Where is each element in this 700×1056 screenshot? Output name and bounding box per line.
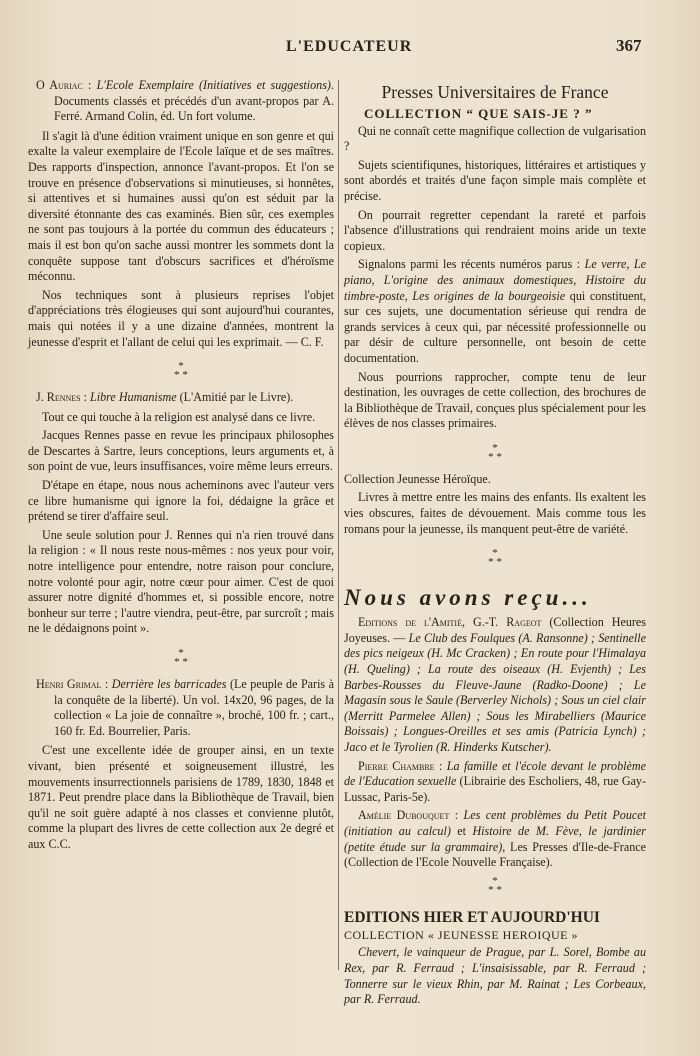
section-separator: * * * [174, 360, 188, 382]
page-number: 367 [616, 36, 642, 55]
review-heading: Henri Grimal : Derrière les barricades (Le peuple de Paris à la conquête de la liberté). Un vol. 14x20, 96 pages, de la collection « La joie de connaître », broché, 100 fr. ; cart., 160 fr. Ed. Bourrelier, Paris. [36, 677, 335, 738]
review-title: Derrière les barricades [111, 677, 227, 691]
article-paragraph: Livres à mettre entre les mains des enfants. Ils exaltent les vies obscures, faites de dévouement. Mais comme tous les romans pour la jeunesse, ils manquent peut-être de variété. [344, 490, 646, 536]
review-paragraph: Tout ce qui touche à la religion est analysé dans ce livre. [42, 409, 316, 424]
review-heading: J. Rennes : Libre Humanisme (L'Amitié par le Livre). [36, 390, 294, 405]
review-paragraph: Il s'agit là d'une édition vraiment unique en son genre et qui exalte la valeur exemplaire de l'Ecole laïque et de ses maîtres. Des rapports d'inspection, annonce l'avant-propos. Et l'on se trouve en présence d'observations si minutieuses, si honnêtes, si attentives et si humaines aussi qu'on est séduit par la diversité étonnante des cas examinés. Bien sûr, ces exemples ne sont pas toujours à la portée du commun des éducateurs ; mais il est bon qu'on sache aussi montrer les sommets dont la conquête suppose tant d'obscurs sacrifices et d'héroïsme méconnu. [28, 128, 334, 284]
article-paragraph: Qui ne connaît cette magnifique collection de vulgarisation ? [344, 123, 646, 154]
section-separator: * * * [488, 874, 502, 896]
review-details: . Documents classés et précédés d'un avant-propos par A. Ferré. Armand Colin, éd. Un fort volume. [54, 78, 334, 124]
publisher-title: Presses Universitaires de France [381, 82, 609, 102]
article-paragraph: Nous pourrions rapprocher, compte tenu de leur destination, les ouvrages de cette collection, des brochures de la Bibliothèque de Travail, conçues plus spécialement pour les élèves de nos classes primaires. [344, 369, 646, 431]
collection-title: COLLECTION « JEUNESSE HEROIQUE » [344, 927, 578, 942]
received-entry: Editions de l'Amitié, G.-T. Rageot (Collection Heures Joyeuses. — Le Club des Foulques (A. Ransonne) ; Sentinelle des pics neigeux (H. Mc Cracken) ; En route pour l'Himalaya (H. Queling) ; La route des oiseaux (H. Evjenth) ; Les Barbes-Rousses du Fleuve-Jaune (Radko-Doone) ; Le Magasin sous le Saule (Berverley Nichols) ; Sous un ciel clair (Merritt Parmelee Allen) ; Sous les Mirabelliers (Maurice Boissais) ; Longues-Oreilles et ses amis (Patricia Lynch) ; Jaco et le Tyrolien (R. Hinderks Kutscher). [344, 615, 646, 754]
review-paragraph: D'étape en étape, nous nous acheminons avec l'auteur vers ce libre humanisme qui ignore la foi, dédaigne la grâce et prétend se tirer d'affaire seul. [28, 478, 334, 524]
review-paragraph: C'est une excellente idée de grouper ainsi, en un texte vivant, bien présenté et soigneusement illustré, les mouvements insurrectionnels parisiens de 1789, 1830, 1848 et 1871. Peut prendre place dans la Bibliothèque de Travail, bien qu'il ne soit guère adapté à nos classes et convienne plutôt, comme la plupart des livres de cette collection aux 2e degré et aux C.C. [28, 743, 334, 851]
received-entry: Amélie Dubouquet : Les cent problèmes du Petit Poucet (initiation au calcul) et Histoire de M. Fève, le jardinier (petite étude sur la grammaire), Les Presses d'Ile-de-France (Collection de l'Ecole Nouvelle Française). [344, 808, 646, 870]
collection-title: COLLECTION “ QUE SAIS-JE ? ” [364, 106, 593, 121]
book-titles: Le verre, Le piano, L'origine des animaux domestiques, Histoire du timbre-poste, Les origines de la bourgeoisie [344, 257, 646, 303]
article-paragraph: Signalons parmi les récents numéros parus : Le verre, Le piano, L'origine des animaux domestiques, Histoire du timbre-poste, Les origines de la bourgeoisie qui constituent, sur ces sujets, une documentation sérieuse qui rendra de grands services à ceux qui, par nécessité professionnelle ou par désir de culture personnelle, ont besoin de cette documentation. [344, 257, 647, 365]
column-divider [338, 80, 339, 970]
article-paragraph: Sujets scientifiqunes, historiques, littéraires et artistiques y sont abordés et traités d'une façon simple mais complète et précise. [344, 157, 646, 203]
article-paragraph: On pourrait regretter cependant la rareté et parfois l'absence d'illustrations qui rendraient moins aride un texte copieux. [344, 207, 646, 253]
left-column [28, 78, 334, 856]
section-separator: * * * [488, 547, 502, 569]
review-details: (Le peuple de Paris à la conquête de la liberté). Un vol. 14x20, 96 pages, de la collection « La joie de connaître », broché, 100 fr. ; cart., 160 fr. Ed. Bourrelier, Paris. [54, 677, 335, 738]
review-paragraph: Une seule solution pour J. Rennes qui n'a rien trouvé dans la religion : « Il nous reste nous-mêmes : nos yeux pour voir, notre intelligence pour entendre, notre raison pour conclure, notre volonté pour agir, notre cœur pour aimer. C'est de quoi assurer notre dignité d'hommes et, si possible encore, notre bonheur sur terre ; l'autre viendra, peut-être, par surcroît ; mais ne le dédaignons point ». [28, 527, 334, 636]
review-paragraph: Nos techniques sont à plusieurs reprises l'objet d'appréciations très élogieuses qui sont aujourd'hui courantes, mais qui notées il y a une dizaine d'années, montrent la jeunesse d'esprit et l'allant de celui qui les exprimait. — C. F. [28, 287, 334, 349]
section-separator: * * * [488, 441, 502, 463]
right-column [344, 82, 646, 1011]
received-entry: Chevert, le vainqueur de Prague, par L. Sorel, Bombe au Rex, par R. Ferraud ; L'insaisissable, par R. Ferraud ; Tonnerre sur le vieux Rhin, par M. Rainat ; Les Corbeaux, par R. Ferraud. [344, 945, 646, 1007]
running-title: L'EDUCATEUR [286, 38, 413, 55]
review-details: (L'Amitié par le Livre). [176, 390, 294, 405]
review-heading: O Auriac : L'Ecole Exemplaire (Initiatives et suggestions). Documents classés et précédés d'un avant-propos par A. Ferré. Armand Colin, éd. Un fort volume. [36, 78, 334, 124]
section-separator: * * * [174, 647, 188, 668]
page-header [0, 38, 700, 62]
review-author: O Auriac [36, 78, 83, 92]
collection-heading: Collection Jeunesse Héroïque. [344, 471, 491, 486]
review-author: J. Rennes [36, 390, 81, 405]
publisher-title: EDITIONS HIER ET AUJOURD'HUI [344, 908, 600, 926]
review-title: L'Ecole Exemplaire (Initiatives et suggestions) [96, 78, 331, 92]
received-section-title: Nous avons reçu... [344, 585, 592, 611]
review-paragraph: Jacques Rennes passe en revue les principaux philosophes de Descartes à Sartre, leurs conceptions, leurs arguments et, à son point de vue, leurs insuffisances, voire même leurs erreurs. [28, 428, 334, 474]
review-author: Henri Grimal [36, 677, 102, 691]
received-entry: Pierre Chambre : La famille et l'école devant le problème de l'Education sexuelle (Librairie des Escholiers, 48, rue Gay-Lussac, Paris-5e). [344, 758, 647, 804]
review-title: Libre Humanisme [90, 390, 177, 405]
